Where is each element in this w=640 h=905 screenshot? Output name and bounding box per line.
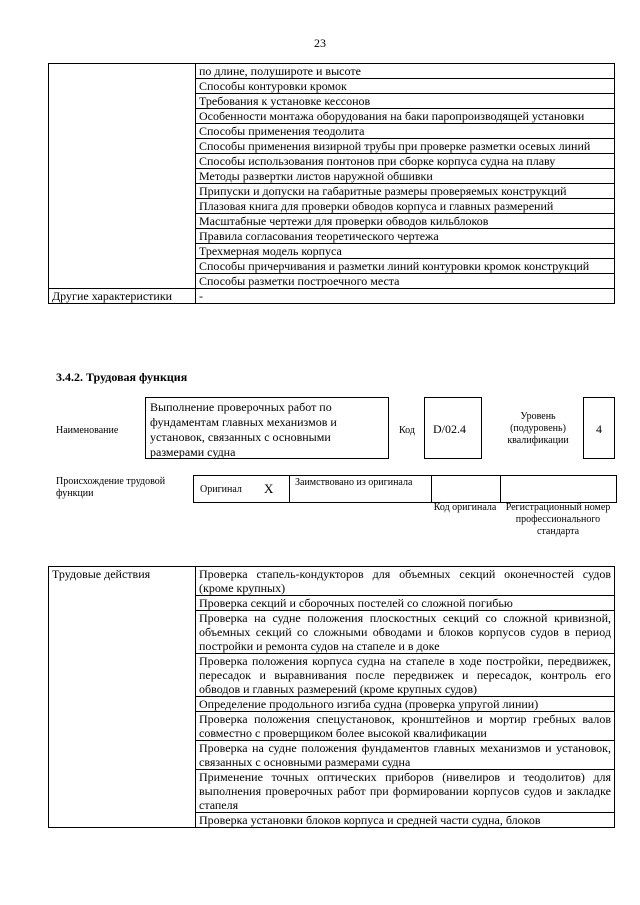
name-label: Наименование (56, 425, 119, 436)
level-label: Уровень (подуровень) квалификации (507, 411, 569, 446)
divider (500, 476, 501, 502)
knowledge-row: Способы причерчивания и разметки линий контуровки кромок конструкций (196, 259, 615, 274)
labor-action-row: Проверка положения корпуса судна на стапеле в ходе постройки, передвижек, пересадок и выравнивания после передвижек и пересадок, контроль его обводов и главных размерений (кроме крупных судов) (196, 654, 615, 697)
level-value-box: 4 (583, 397, 615, 459)
knowledge-row: Способы применения теодолита (196, 124, 615, 139)
original-mark: X (264, 481, 274, 496)
labor-action-row: Применение точных оптических приборов (нивелиров и теодолитов) для выполнения проверочных работ при формировании корпусов судов и закладке стапеля (196, 770, 615, 813)
knowledge-row: Способы применения визирной трубы при проверке разметки осевых линий (196, 139, 615, 154)
labor-action-row: Проверка на судне положения плоскостных секций со сложной кривизной, объемных секций со сложными обводами и блоков корпусов судов в период постройки и ремонта судов на стапеле и в доке (196, 611, 615, 654)
knowledge-table (48, 63, 615, 304)
knowledge-row: Припуски и допуски на габаритные размеры проверяемых конструкций (196, 184, 615, 199)
knowledge-row: Способы разметки построечного места (196, 274, 615, 289)
original-label: Оригинал (200, 484, 242, 495)
labor-actions-table (48, 566, 615, 828)
labor-action-row: Проверка установки блоков корпуса и средней части судна, блоков (196, 813, 615, 828)
page-number: 23 (314, 36, 326, 50)
code-original-caption: Код оригинала (433, 502, 497, 513)
knowledge-row: Способы использования понтонов при сборке корпуса судна на плаву (196, 154, 615, 169)
origin-row (193, 475, 617, 503)
empty-left-cell (49, 64, 196, 289)
registration-number-caption: Регистрационный номер профессионального стандарта (505, 502, 611, 537)
labor-action-row: Проверка стапель-кондукторов для объемных секций оконечностей судов (кроме крупных) (196, 567, 615, 596)
origin-label: Происхождение трудовой функции (56, 476, 166, 499)
borrowed-label: Заимствовано из оригинала (295, 477, 413, 488)
divider (289, 476, 290, 502)
knowledge-row: по длине, полушироте и высоте (196, 64, 615, 79)
knowledge-row: Методы развертки листов наружной обшивки (196, 169, 615, 184)
function-name-box: Выполнение проверочных работ по фундаментам главных механизмов и установок, связанных с основными размерами судна (145, 397, 389, 459)
other-characteristics-value: - (196, 289, 615, 304)
labor-action-row: Проверка секций и сборочных постелей со сложной погибью (196, 596, 615, 611)
knowledge-row: Плазовая книга для проверки обводов корпуса и главных размерений (196, 199, 615, 214)
function-code-box: D/02.4 (424, 397, 482, 459)
labor-action-row: Определение продольного изгиба судна (проверка упругой линии) (196, 697, 615, 712)
code-label: Код (399, 425, 415, 436)
labor-action-row: Проверка на судне положения фундаментов главных механизмов и установок, связанных с основными размерами судна (196, 741, 615, 770)
knowledge-row: Особенности монтажа оборудования на баки паропроизводящей установки (196, 109, 615, 124)
labor-actions-label: Трудовые действия (49, 567, 196, 828)
divider (431, 476, 432, 502)
section-title: 3.4.2. Трудовая функция (56, 370, 188, 384)
knowledge-row: Способы контуровки кромок (196, 79, 615, 94)
other-characteristics-label: Другие характеристики (49, 289, 196, 304)
knowledge-row: Требования к установке кессонов (196, 94, 615, 109)
knowledge-row: Масштабные чертежи для проверки обводов кильблоков (196, 214, 615, 229)
knowledge-row: Трехмерная модель корпуса (196, 244, 615, 259)
knowledge-row: Правила согласования теоретического чертежа (196, 229, 615, 244)
labor-action-row: Проверка положения спецустановок, кронштейнов и мортир гребных валов совместно с проверщиком более высокой квалификации (196, 712, 615, 741)
